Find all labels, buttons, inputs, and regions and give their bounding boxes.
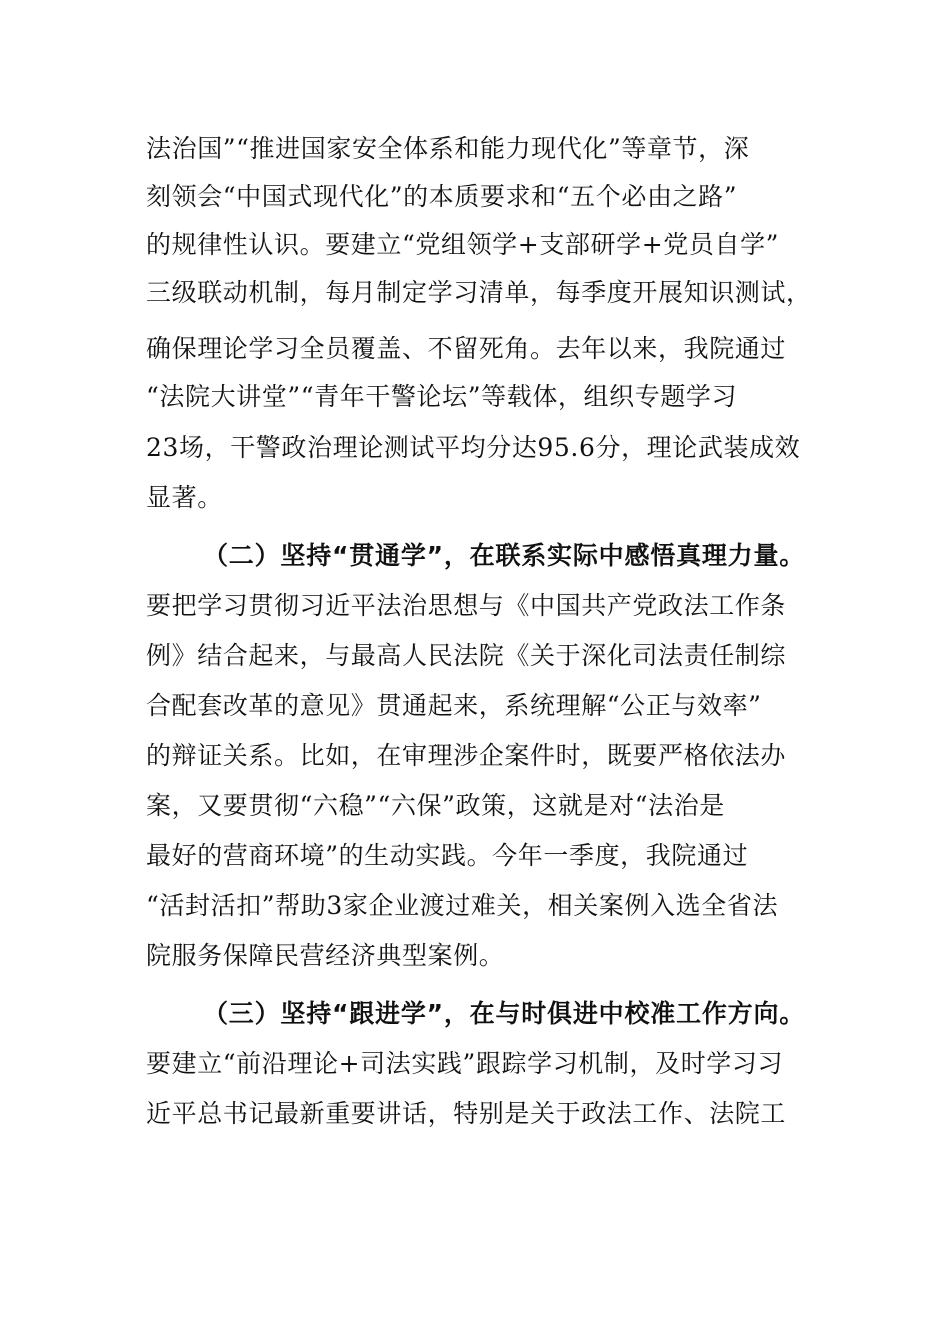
paragraph-line: 例》结合起来，与最高人民法院《关于深化司法责任制综 bbox=[146, 641, 787, 670]
section-heading-2: （二）坚持“贯通学”，在联系实际中感悟真理力量。 bbox=[203, 541, 806, 570]
paragraph-line: 案，又要贯彻“六稳”“六保”政策，这就是对“法治是 bbox=[146, 791, 725, 820]
paragraph-line: 要把学习贯彻习近平法治思想与《中国共产党政法工作条 bbox=[146, 591, 787, 620]
paragraph-line: 最好的营商环境”的生动实践。今年一季度，我院通过 bbox=[146, 841, 749, 870]
paragraph-line: 刻领会“中国式现代化”的本质要求和“五个必由之路” bbox=[146, 182, 738, 211]
paragraph-line: 的辩证关系。比如，在审理涉企案件时，既要严格依法办 bbox=[146, 741, 787, 770]
paragraph-line: 要建立“前沿理论+司法实践”跟踪学习机制，及时学习习 bbox=[146, 1049, 784, 1078]
paragraph-line: 确保理论学习全员覆盖、不留死角。去年以来，我院通过 bbox=[146, 334, 787, 363]
paragraph-line: 近平总书记最新重要讲话，特别是关于政法工作、法院工 bbox=[146, 1099, 787, 1128]
paragraph-line: “法院大讲堂”“青年干警论坛”等载体，组织专题学习 bbox=[146, 382, 738, 411]
paragraph-line: 合配套改革的意见》贯通起来，系统理解“公正与效率” bbox=[146, 691, 762, 720]
paragraph-line: 院服务保障民营经济典型案例。 bbox=[146, 941, 505, 970]
paragraph-line: 显著。 bbox=[146, 483, 223, 512]
section-heading-3: （三）坚持“跟进学”，在与时俱进中校准工作方向。 bbox=[203, 999, 806, 1028]
paragraph-line: 三级联动机制，每月制定学习清单，每季度开展知识测试， bbox=[146, 278, 812, 307]
paragraph-line: “活封活扣”帮助3家企业渡过难关，相关案例入选全省法 bbox=[146, 891, 779, 920]
paragraph-line: 23场，干警政治理论测试平均分达95.6分，理论武装成效 bbox=[146, 433, 801, 462]
paragraph-line: 的规律性认识。要建立“党组领学+支部研学+党员自学” bbox=[146, 230, 780, 259]
paragraph-line: 法治国”“推进国家安全体系和能力现代化”等章节，深 bbox=[146, 134, 750, 163]
